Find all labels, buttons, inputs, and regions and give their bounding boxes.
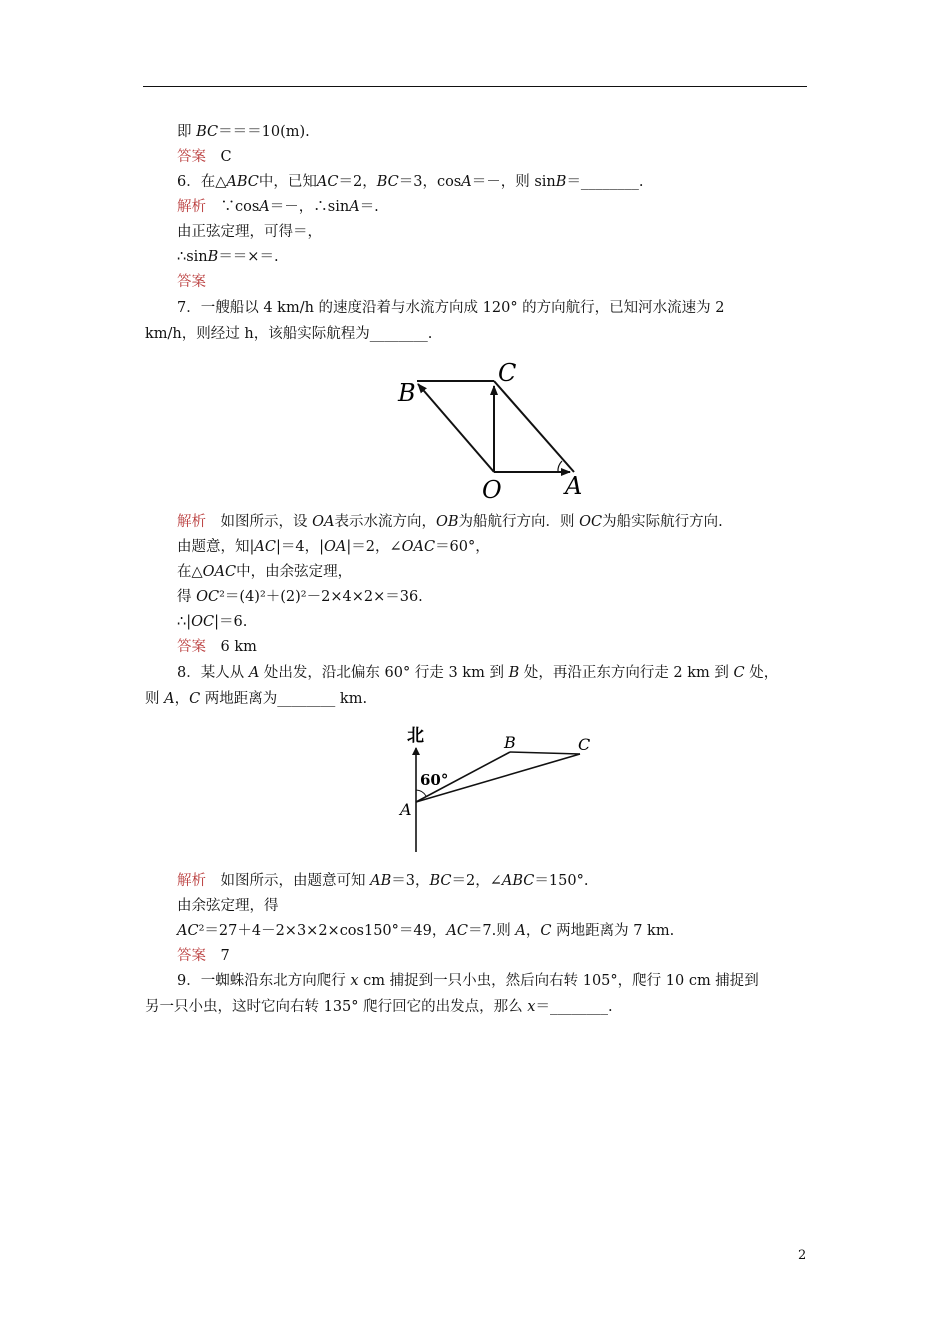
figure-north-path [390,722,600,854]
analysis-label: 解析 [177,873,206,889]
header-rule [143,86,807,87]
analysis-7: 解析 如图所示，设 OA表示水流方向，OB为船航行方向．则 OC为船实际航行方向. [177,514,723,530]
cosine-law-intro: 在△OAC中，由余弦定理， [177,564,353,580]
given-values-line: 由题意，知|AC|＝4，|OA|＝2，∠OAC＝60°， [177,539,490,555]
vector-ob [418,384,494,472]
label-b: B [398,379,416,407]
question-8-line2: 则 A，C 两地距离为________ km. [145,691,368,707]
analysis-label: 解析 [177,199,206,215]
analysis-8: 解析 如图所示，由题意可知 AB＝3，BC＝2，∠ABC＝150°. [177,873,589,889]
label-a: A [565,472,583,500]
sine-law-line: 由正弦定理，可得＝， [177,224,322,240]
answer-label: 答案 [177,948,206,964]
label-a: A [400,800,412,819]
analysis-label: 解析 [177,514,206,530]
segment-ca [494,381,574,472]
answer-label: 答案 [177,639,206,655]
question-9-line1: 9．一蜘蛛沿东北方向爬行 x cm 捕捉到一只小虫，然后向右转 105°，爬行 10 cm 捕捉到 [177,973,759,989]
angle-arc-a [558,461,562,472]
label-angle-60: 60° [420,771,449,789]
ac-result-line: AC²＝27＋4－2×3×2×cos150°＝49，AC＝7.则 A，C 两地距离为 7 km. [177,923,675,939]
angle-arc-60 [416,790,426,796]
label-c: C [578,735,591,754]
sinb-line: ∴sinB＝＝×＝. [177,249,279,265]
answer-8: 答案 7 [177,948,230,964]
page-number: 2 [798,1248,807,1263]
label-north: 北 [407,726,424,746]
answer-label: 答案 [177,274,206,290]
segment-bc [510,752,580,754]
answer-label: 答案 [177,149,206,165]
label-c: C [498,359,517,387]
oc-squared-line: 得 OC²＝(4)²＋(2)²－2×4×2×＝36. [177,589,423,605]
label-b: B [504,733,516,752]
figure-boat-vectors [390,358,590,503]
oc-result-line: ∴|OC|＝6. [177,614,248,630]
answer-6 [177,273,206,291]
question-7-line2: km/h，则经过 h，该船实际航程为________. [145,326,433,342]
question-9-line2: 另一只小虫，这时它向右转 135° 爬行回它的出发点，那么 x＝________. [145,999,613,1015]
answer-5: 答案 C [177,149,232,165]
label-o: O [482,476,502,503]
answer-7: 答案 6 km [177,639,257,655]
cosine-law-line: 由余弦定理，得 [177,898,279,914]
analysis-6: 解析 ∵cosA＝－，∴sinA＝. [177,199,379,215]
question-6: 6．在△ABC中，已知AC＝2，BC＝3，cosA＝－，则 sinB＝________. [177,174,644,190]
question-8-line1: 8．某人从 A 处出发，沿北偏东 60° 行走 3 km 到 B 处，再沿正东方向行走 2 km 到 C 处， [177,665,779,681]
line-bc-result: 即 BC＝＝＝10(m). [177,124,310,140]
question-7-line1: 7．一艘船以 4 km/h 的速度沿着与水流方向成 120° 的方向航行，已知河水流速为 2 [177,300,725,316]
